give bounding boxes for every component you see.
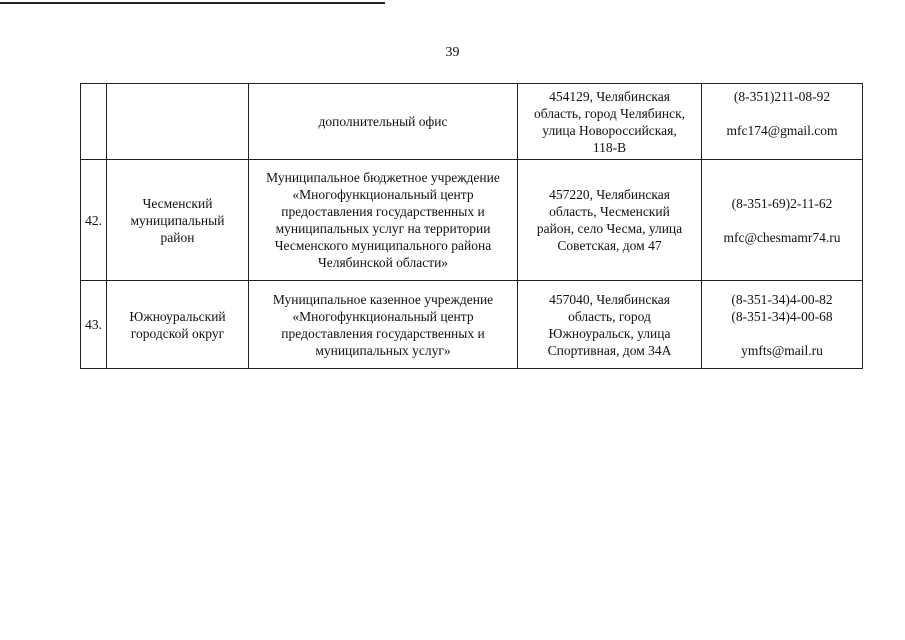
- address-line: Советская, дом 47: [557, 238, 662, 253]
- email: mfc@chesmamr74.ru: [723, 229, 841, 245]
- district-line: Южноуральский: [129, 308, 226, 324]
- address-line: 457220, Челябинская: [549, 187, 670, 202]
- institution: [249, 281, 518, 369]
- institution-line: Чесменского муниципального района: [274, 238, 492, 253]
- address-line: 457040, Челябинская: [549, 291, 670, 307]
- address: [518, 84, 702, 160]
- header-rule: [0, 2, 385, 4]
- mfc-table: [80, 83, 863, 369]
- institution-line: Муниципальное бюджетное учреждение: [266, 170, 500, 185]
- district-line: городской округ: [130, 325, 225, 341]
- phone: (8-351-34)4-00-68: [731, 308, 833, 324]
- district-line: район: [160, 229, 195, 245]
- institution-line: «Многофункциональный центр: [292, 308, 474, 324]
- address-line: Спортивная, дом 34А: [547, 342, 672, 358]
- row-number: 43.: [81, 281, 107, 369]
- table-row: [81, 281, 863, 369]
- address-line: область, Чесменский: [549, 204, 670, 219]
- institution: [249, 160, 518, 281]
- district-line: Чесменский: [142, 195, 213, 211]
- email: mfc174@gmail.com: [726, 122, 838, 138]
- table-row: [81, 160, 863, 281]
- district: [107, 160, 249, 281]
- row-number: 42.: [81, 160, 107, 281]
- institution-line: предоставления государственных и: [281, 204, 485, 219]
- district: [107, 281, 249, 369]
- district-line: муниципальный: [130, 212, 225, 228]
- page-number: 39: [445, 45, 460, 60]
- phone: (8-351-34)4-00-82: [731, 291, 833, 307]
- institution-line: «Многофункциональный центр: [292, 187, 474, 202]
- institution-line: муниципальных услуг»: [315, 342, 451, 358]
- contacts: [702, 160, 863, 281]
- address-line: 454129, Челябинская: [549, 88, 670, 104]
- phone: (8-351-69)2-11-62: [731, 195, 833, 211]
- table-row: [81, 84, 863, 160]
- email: ymfts@mail.ru: [741, 342, 823, 358]
- contacts: [702, 281, 863, 369]
- address-line: улица Новороссийская,: [542, 122, 677, 138]
- institution-line: предоставления государственных и: [281, 325, 485, 341]
- address-line: район, село Чесма, улица: [536, 221, 683, 236]
- address: [518, 160, 702, 281]
- phone: (8-351)211-08-92: [733, 88, 831, 104]
- address: [518, 281, 702, 369]
- address-line: Южноуральск, улица: [548, 325, 671, 341]
- institution: дополнительный офис: [249, 84, 518, 160]
- address-line: область, город: [568, 308, 651, 324]
- address-line: область, город Челябинск,: [533, 105, 686, 121]
- institution-line: муниципальных услуг на территории: [275, 221, 491, 236]
- district: [107, 84, 249, 160]
- contacts: [702, 84, 863, 160]
- row-number: [81, 84, 107, 160]
- institution-line: Челябинской области»: [317, 255, 449, 270]
- institution-line: Муниципальное казенное учреждение: [272, 291, 494, 307]
- address-line: 118-В: [592, 139, 627, 155]
